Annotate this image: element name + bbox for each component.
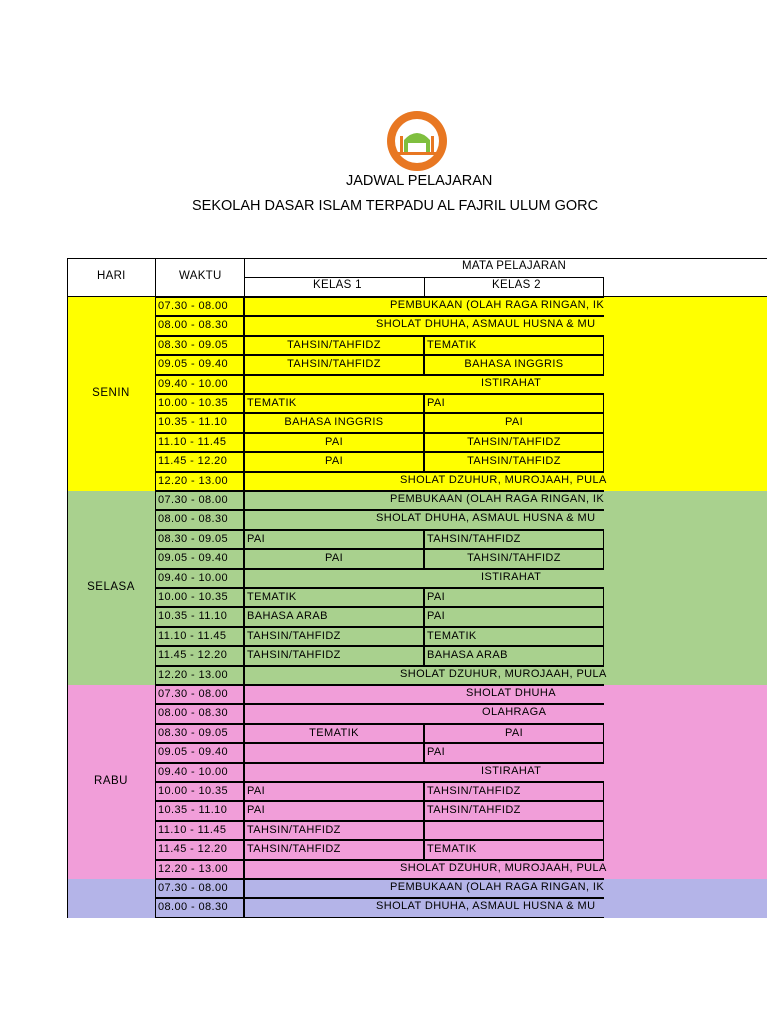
time-cell: 07.30 - 08.00 xyxy=(155,879,244,898)
day-block xyxy=(67,879,767,918)
kelas-2-cell: TAHSIN/TAHFIDZ xyxy=(424,530,604,549)
time-cell: 08.00 - 08.30 xyxy=(155,898,244,917)
time-cell: 07.30 - 08.00 xyxy=(155,491,244,510)
kelas-2-cell: PAI xyxy=(424,394,604,413)
kelas-2-cell: TAHSIN/TAHFIDZ xyxy=(424,782,604,801)
activity-text: PEMBUKAAN (OLAH RAGA RINGAN, IK xyxy=(390,299,605,311)
kelas-2-cell: PAI xyxy=(424,588,604,607)
time-cell: 10.00 - 10.35 xyxy=(155,588,244,607)
table-row xyxy=(155,297,767,316)
table-row xyxy=(155,510,767,529)
activity-text: SHOLAT DHUHA, ASMAUL HUSNA & MU xyxy=(376,318,596,331)
time-cell: 12.20 - 13.00 xyxy=(155,472,244,491)
kelas-2-cell: BAHASA INGGRIS xyxy=(424,355,604,374)
table-row xyxy=(155,472,767,491)
time-cell: 09.05 - 09.40 xyxy=(155,549,244,568)
kelas-2-cell: TEMATIK xyxy=(424,336,604,355)
time-cell: 11.10 - 11.45 xyxy=(155,821,244,840)
table-row xyxy=(155,763,767,782)
time-cell: 10.00 - 10.35 xyxy=(155,782,244,801)
kelas-1-cell: TEMATIK xyxy=(244,394,424,413)
time-cell: 08.00 - 08.30 xyxy=(155,316,244,335)
time-cell: 08.00 - 08.30 xyxy=(155,704,244,723)
table-row xyxy=(155,607,767,626)
time-cell: 08.30 - 09.05 xyxy=(155,530,244,549)
kelas-2-cell: PAI xyxy=(424,743,604,762)
table-row xyxy=(155,549,767,568)
time-cell: 09.05 - 09.40 xyxy=(155,743,244,762)
activity-text: ISTIRAHAT xyxy=(481,376,542,389)
activity-text: SHOLAT DZUHUR, MUROJAAH, PULA xyxy=(400,473,607,486)
kelas-2-cell xyxy=(424,821,604,840)
time-cell: 11.45 - 12.20 xyxy=(155,840,244,859)
activity-cell xyxy=(244,375,604,394)
kelas-1-cell xyxy=(244,743,424,762)
kelas-2-cell: PAI xyxy=(424,607,604,626)
school-name: SEKOLAH DASAR ISLAM TERPADU AL FAJRIL ULUM GORC xyxy=(192,198,599,214)
kelas-2-cell: PAI xyxy=(424,724,604,743)
header-waktu: WAKTU xyxy=(179,270,222,282)
activity-text: SHOLAT DHUHA xyxy=(466,687,556,699)
schedule-table xyxy=(67,258,767,918)
table-row xyxy=(155,666,767,685)
time-cell: 07.30 - 08.00 xyxy=(155,297,244,316)
time-cell: 09.40 - 10.00 xyxy=(155,375,244,394)
activity-text: SHOLAT DHUHA, ASMAUL HUSNA & MU xyxy=(376,512,596,525)
page-title: JADWAL PELAJARAN xyxy=(346,173,493,189)
activity-text: ISTIRAHAT xyxy=(481,764,542,777)
time-cell: 12.20 - 13.00 xyxy=(155,860,244,879)
kelas-1-cell: PAI xyxy=(244,530,424,549)
time-cell: 10.35 - 11.10 xyxy=(155,413,244,432)
table-row xyxy=(155,491,767,510)
activity-text: SHOLAT DZUHUR, MUROJAAH, PULA xyxy=(400,667,607,680)
table-row xyxy=(155,627,767,646)
activity-text: OLAHRAGA xyxy=(482,706,547,719)
time-cell: 11.10 - 11.45 xyxy=(155,627,244,646)
activity-text: PEMBUKAAN (OLAH RAGA RINGAN, IK xyxy=(390,881,605,893)
kelas-1-cell: TAHSIN/TAHFIDZ xyxy=(244,336,424,355)
table-row xyxy=(155,336,767,355)
kelas-1-cell: TAHSIN/TAHFIDZ xyxy=(244,821,424,840)
kelas-1-cell: PAI xyxy=(244,433,424,452)
table-row xyxy=(155,685,767,704)
time-cell: 12.20 - 13.00 xyxy=(155,666,244,685)
table-row xyxy=(155,879,767,898)
activity-cell xyxy=(244,704,604,723)
table-row xyxy=(155,646,767,665)
time-cell: 11.45 - 12.20 xyxy=(155,646,244,665)
day-name: RABU xyxy=(94,775,128,787)
activity-text: SHOLAT DHUHA, ASMAUL HUSNA & MU xyxy=(376,900,596,913)
time-cell: 08.00 - 08.30 xyxy=(155,510,244,529)
table-row xyxy=(155,704,767,723)
time-cell: 09.40 - 10.00 xyxy=(155,569,244,588)
kelas-1-cell: PAI xyxy=(244,452,424,471)
header-mata-pelajaran: MATA PELAJARAN xyxy=(462,260,567,272)
table-row xyxy=(155,840,767,859)
kelas-1-cell: BAHASA ARAB xyxy=(244,607,424,626)
kelas-2-cell: PAI xyxy=(424,413,604,432)
header-kelas-1: KELAS 1 xyxy=(313,279,362,291)
table-row xyxy=(155,569,767,588)
day-name: SELASA xyxy=(87,581,135,593)
kelas-1-cell: BAHASA INGGRIS xyxy=(244,413,424,432)
table-row xyxy=(155,530,767,549)
time-cell: 10.00 - 10.35 xyxy=(155,394,244,413)
table-row xyxy=(155,355,767,374)
kelas-1-cell: PAI xyxy=(244,549,424,568)
time-cell: 09.05 - 09.40 xyxy=(155,355,244,374)
table-row xyxy=(155,316,767,335)
kelas-1-cell: TEMATIK xyxy=(244,588,424,607)
table-row xyxy=(155,394,767,413)
activity-cell xyxy=(244,569,604,588)
kelas-1-cell: TAHSIN/TAHFIDZ xyxy=(244,646,424,665)
kelas-1-cell: PAI xyxy=(244,782,424,801)
kelas-1-cell: TAHSIN/TAHFIDZ xyxy=(244,355,424,374)
table-row xyxy=(155,452,767,471)
header-kelas-2: KELAS 2 xyxy=(492,279,541,291)
time-cell: 09.40 - 10.00 xyxy=(155,763,244,782)
table-row xyxy=(155,821,767,840)
time-cell: 08.30 - 09.05 xyxy=(155,724,244,743)
kelas-1-cell: PAI xyxy=(244,801,424,820)
kelas-2-cell: TAHSIN/TAHFIDZ xyxy=(424,801,604,820)
kelas-2-cell: TEMATIK xyxy=(424,627,604,646)
kelas-1-cell: TAHSIN/TAHFIDZ xyxy=(244,627,424,646)
kelas-2-cell: TAHSIN/TAHFIDZ xyxy=(424,452,604,471)
day-block xyxy=(67,297,767,491)
table-row xyxy=(155,588,767,607)
time-cell: 11.45 - 12.20 xyxy=(155,452,244,471)
kelas-1-cell: TEMATIK xyxy=(244,724,424,743)
table-row xyxy=(155,898,767,917)
activity-text: PEMBUKAAN (OLAH RAGA RINGAN, IK xyxy=(390,493,605,505)
kelas-2-cell: TEMATIK xyxy=(424,840,604,859)
day-block xyxy=(67,491,767,685)
time-cell: 07.30 - 08.00 xyxy=(155,685,244,704)
kelas-2-cell: TAHSIN/TAHFIDZ xyxy=(424,433,604,452)
school-logo xyxy=(386,110,448,172)
activity-cell xyxy=(244,763,604,782)
time-cell: 10.35 - 11.10 xyxy=(155,801,244,820)
kelas-2-cell: BAHASA ARAB xyxy=(424,646,604,665)
header-hari: HARI xyxy=(97,270,126,282)
table-row xyxy=(155,782,767,801)
table-row xyxy=(155,860,767,879)
activity-text: ISTIRAHAT xyxy=(481,570,542,583)
table-row xyxy=(155,801,767,820)
kelas-1-cell: TAHSIN/TAHFIDZ xyxy=(244,840,424,859)
table-row xyxy=(155,743,767,762)
table-row xyxy=(155,413,767,432)
time-cell: 08.30 - 09.05 xyxy=(155,336,244,355)
activity-text: SHOLAT DZUHUR, MUROJAAH, PULA xyxy=(400,861,607,874)
time-cell: 10.35 - 11.10 xyxy=(155,607,244,626)
day-block xyxy=(67,685,767,879)
table-row xyxy=(155,375,767,394)
kelas-2-cell: TAHSIN/TAHFIDZ xyxy=(424,549,604,568)
table-row xyxy=(155,724,767,743)
day-name: SENIN xyxy=(92,387,130,399)
time-cell: 11.10 - 11.45 xyxy=(155,433,244,452)
table-row xyxy=(155,433,767,452)
